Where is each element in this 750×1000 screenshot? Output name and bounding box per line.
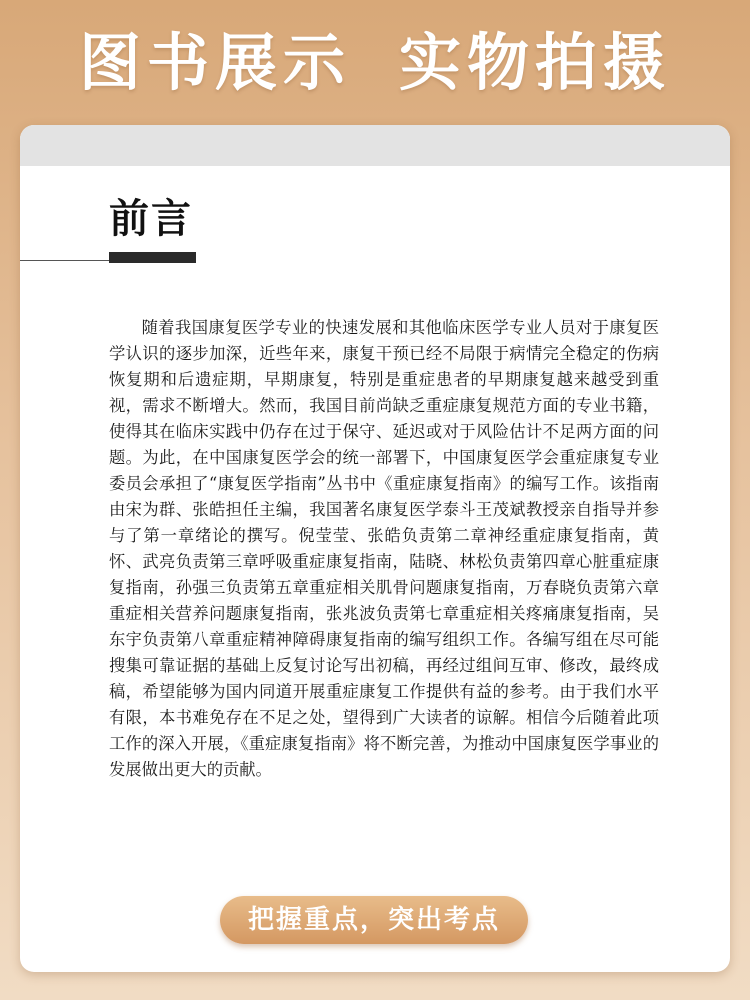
banner-title-right: 实物拍摄 xyxy=(399,26,672,99)
preface-heading: 前言 xyxy=(109,195,193,242)
book-page-card xyxy=(20,125,730,972)
banner-title xyxy=(0,18,750,108)
heading-divider-line xyxy=(20,260,120,261)
banner-title-left: 图书展示 xyxy=(78,26,351,99)
preface-body-text: 随着我国康复医学专业的快速发展和其他临床医学专业人员对于康复医学认识的逐步加深，近些年来，康复干预已经不局限于病情完全稳定的伤病恢复期和后遗症期，早期康复，特别是重症患者的早期康复越来越受到重视，需求不断增大。然而，我国目前尚缺乏重症康复规范方面的专业书籍，使得其在临床实践中仍存在过于保守、延迟或对于风险估计不足两方面的问题。为此，在中国康复医学会的统一部署下，中国康复医学会重症康复专业委员会承担了“康复医学指南”丛书中《重症康复指南》的编写工作。该指南由宋为群、张皓担任主编，我国著名康复医学泰斗王茂斌教授亲自指导并参与了第一章绪论的撰写。倪莹莹、张皓负责第二章神经重症康复指南，黄怀、武亮负责第三章呼吸重症康复指南，陆晓、林松负责第四章心脏重症康复指南，孙强三负责第五章重症相关肌骨问题康复指南，万春晓负责第六章重症相关营养问题康复指南，张兆波负责第七章重症相关疼痛康复指南，吴东宇负责第八章重症精神障碍康复指南的编写组织工作。各编写组在尽可能搜集可靠证据的基础上反复讨论写出初稿，再经过组间互审、修改，最终成稿，希望能够为国内同道开展重症康复工作提供有益的参考。由于我们水平有限，本书难免存在不足之处，望得到广大读者的谅解。相信今后随着此项工作的深入开展，《重症康复指南》将不断完善，为推动中国康复医学事业的发展做出更大的贡献。 xyxy=(109,318,659,779)
heading-underline-bar xyxy=(109,252,196,263)
highlight-key-points-button[interactable]: 把握重点，突出考点 xyxy=(220,896,528,944)
page-top-strip xyxy=(20,125,730,166)
